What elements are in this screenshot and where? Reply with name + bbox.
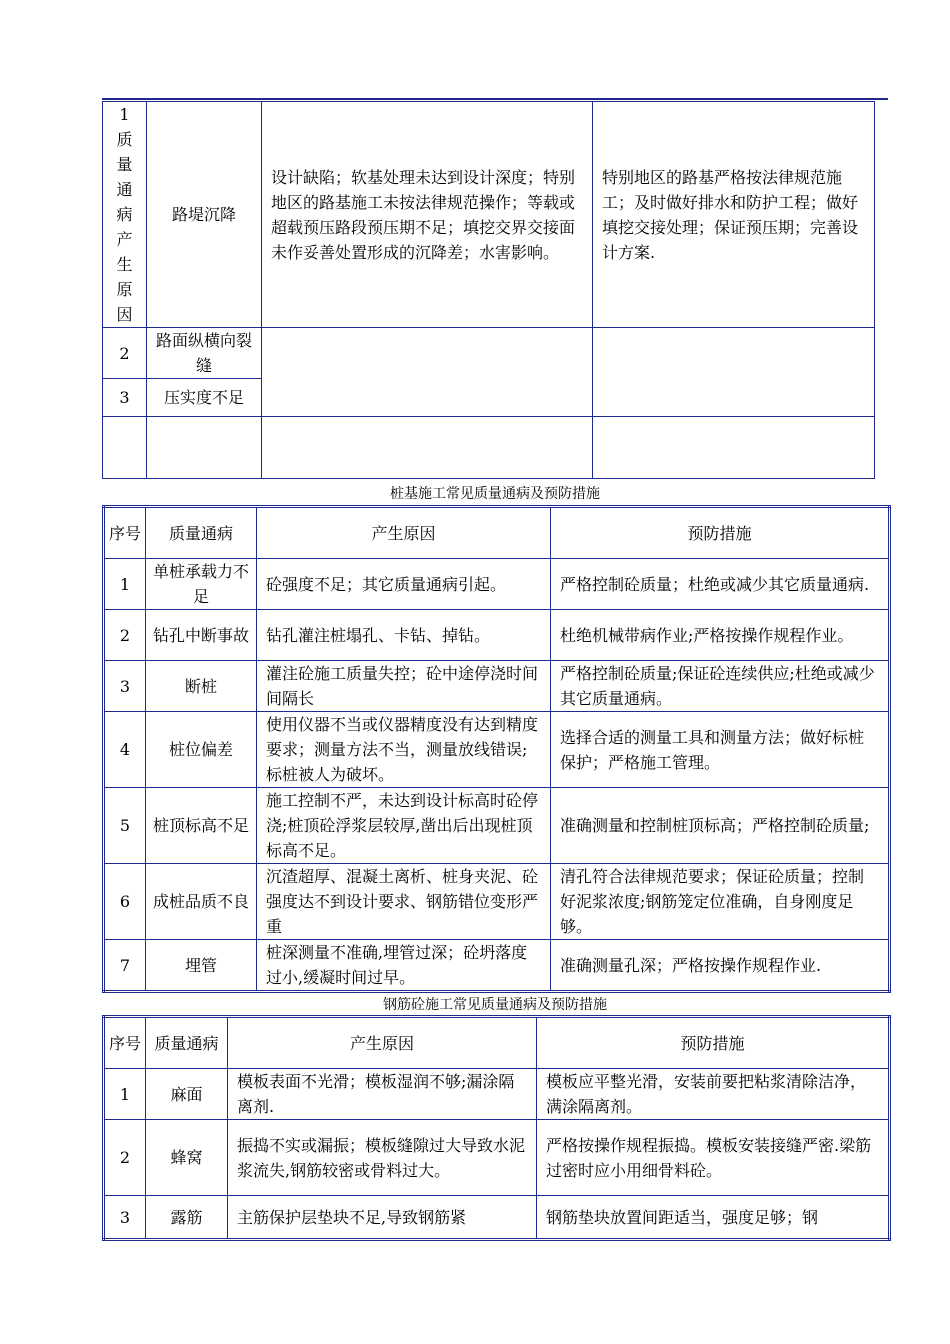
table-row bbox=[104, 1069, 890, 1120]
header-cause: 产生原因 bbox=[257, 507, 551, 559]
cause-cell: 灌注砼施工质量失控；砼中途停浇时间间隔长 bbox=[257, 661, 551, 712]
table-caption-pile: 桩基施工常见质量通病及预防措施 bbox=[390, 486, 600, 502]
top-rule bbox=[102, 98, 888, 100]
table-row bbox=[103, 417, 875, 479]
row-number: 1 bbox=[104, 1069, 146, 1120]
cause-cell bbox=[262, 328, 593, 417]
empty-cell bbox=[262, 417, 593, 479]
cause-cell: 砼强度不足；其它质量通病引起。 bbox=[257, 559, 551, 610]
cause-cell: 使用仪器不当或仪器精度没有达到精度要求；测量方法不当，测量放线错误;标桩被人为破坏。 bbox=[257, 712, 551, 788]
issue-cell: 单桩承载力不足 bbox=[146, 559, 257, 610]
cause-cell: 振捣不实或漏振；模板缝隙过大导致水泥浆流失,钢筋较密或骨料过大。 bbox=[228, 1120, 537, 1196]
issue-cell: 埋管 bbox=[146, 940, 257, 992]
row-number: 3 bbox=[104, 661, 146, 712]
table-row bbox=[104, 1120, 890, 1196]
table-row bbox=[104, 661, 890, 712]
prevention-cell: 严格按操作规程振捣。模板安装接缝严密.梁筋过密时应小用细骨料砼。 bbox=[537, 1120, 890, 1196]
header-cause: 产生原因 bbox=[228, 1017, 537, 1069]
table-row bbox=[104, 940, 890, 992]
table-row bbox=[104, 788, 890, 864]
cause-cell: 主筋保护层垫块不足,导致钢筋紧 bbox=[228, 1196, 537, 1240]
prevention-cell: 清孔符合法律规范要求；保证砼质量；控制好泥浆浓度;钢筋笼定位准确，自身刚度足够。 bbox=[551, 864, 890, 940]
table-row bbox=[104, 864, 890, 940]
table-row bbox=[103, 328, 875, 379]
row-number: 5 bbox=[104, 788, 146, 864]
table-row bbox=[104, 1196, 890, 1240]
row-number: 2 bbox=[103, 328, 147, 379]
cause-cell: 沉渣超厚、混凝土离析、桩身夹泥、砼强度达不到设计要求、钢筋错位变形严重 bbox=[257, 864, 551, 940]
header-prevention: 预防措施 bbox=[551, 507, 890, 559]
char: 病 bbox=[116, 205, 133, 224]
char: 产 bbox=[116, 230, 133, 249]
char: 质 bbox=[116, 130, 133, 149]
row-number: 4 bbox=[104, 712, 146, 788]
row-number: 2 bbox=[104, 1120, 146, 1196]
prevention-cell: 杜绝机械带病作业;严格按操作规程作业。 bbox=[551, 610, 890, 661]
issue-cell: 露筋 bbox=[146, 1196, 228, 1240]
issue-cell: 路面纵横向裂缝 bbox=[147, 328, 262, 379]
empty-cell bbox=[147, 417, 262, 479]
prevention-cell: 钢筋垫块放置间距适当，强度足够；钢 bbox=[537, 1196, 890, 1240]
cause-cell: 设计缺陷；软基处理未达到设计深度；特别地区的路基施工未按法律规范操作；等载或超载预压路段预压期不足；填挖交界交接面未作妥善处置形成的沉降差；水害影响。 bbox=[262, 102, 593, 328]
header-issue: 质量通病 bbox=[146, 1017, 228, 1069]
row-number-vertical bbox=[103, 102, 147, 328]
table-row bbox=[104, 559, 890, 610]
table-row bbox=[103, 102, 875, 328]
issue-cell: 成桩品质不良 bbox=[146, 864, 257, 940]
prevention-cell: 特别地区的路基严格按法律规范施工；及时做好排水和防护工程；做好填挖交接处理；保证预压期；完善设计方案. bbox=[593, 102, 875, 328]
row-number: 3 bbox=[103, 379, 147, 417]
char: 因 bbox=[116, 305, 133, 324]
row-number: 6 bbox=[104, 864, 146, 940]
prevention-cell: 严格控制砼质量;保证砼连续供应;杜绝或减少其它质量通病。 bbox=[551, 661, 890, 712]
issue-cell: 桩顶标高不足 bbox=[146, 788, 257, 864]
table-row bbox=[104, 610, 890, 661]
issue-cell: 麻面 bbox=[146, 1069, 228, 1120]
prevention-cell bbox=[593, 328, 875, 417]
char: 量 bbox=[116, 155, 133, 174]
row-number: 7 bbox=[104, 940, 146, 992]
cause-cell: 施工控制不严，未达到设计标高时砼停浇;桩顶砼浮浆层较厚,凿出后出现桩顶标高不足。 bbox=[257, 788, 551, 864]
prevention-cell: 严格控制砼质量；杜绝或减少其它质量通病. bbox=[551, 559, 890, 610]
char: 生 bbox=[116, 255, 133, 274]
issue-cell: 压实度不足 bbox=[147, 379, 262, 417]
prevention-cell: 准确测量和控制桩顶标高；严格控制砼质量; bbox=[551, 788, 890, 864]
header-prevention: 预防措施 bbox=[537, 1017, 890, 1069]
cause-cell: 桩深测量不准确,埋管过深；砼坍落度过小,缓凝时间过早。 bbox=[257, 940, 551, 992]
issue-cell: 断桩 bbox=[146, 661, 257, 712]
cause-cell: 钻孔灌注桩塌孔、卡钻、掉钻。 bbox=[257, 610, 551, 661]
issue-cell: 蜂窝 bbox=[146, 1120, 228, 1196]
table-header-row bbox=[104, 1017, 890, 1069]
issue-cell: 路堤沉降 bbox=[147, 102, 262, 328]
prevention-cell: 准确测量孔深；严格按操作规程作业. bbox=[551, 940, 890, 992]
char: 1 bbox=[119, 105, 130, 124]
header-no: 序号 bbox=[104, 1017, 146, 1069]
table-pile bbox=[102, 505, 891, 993]
table-header-row bbox=[104, 507, 890, 559]
row-number: 1 bbox=[104, 559, 146, 610]
issue-cell: 桩位偏差 bbox=[146, 712, 257, 788]
row-number: 3 bbox=[104, 1196, 146, 1240]
table-concrete bbox=[102, 1015, 891, 1241]
empty-cell bbox=[103, 417, 147, 479]
header-issue: 质量通病 bbox=[146, 507, 257, 559]
prevention-cell: 模板应平整光滑，安装前要把粘浆清除洁净，满涂隔离剂。 bbox=[537, 1069, 890, 1120]
row-number: 2 bbox=[104, 610, 146, 661]
char: 通 bbox=[116, 180, 133, 199]
table-roadbed bbox=[102, 101, 875, 479]
table-caption-concrete: 钢筋砼施工常见质量通病及预防措施 bbox=[383, 997, 607, 1013]
prevention-cell: 选择合适的测量工具和测量方法；做好标桩保护；严格施工管理。 bbox=[551, 712, 890, 788]
cause-cell: 模板表面不光滑；模板湿润不够;漏涂隔离剂. bbox=[228, 1069, 537, 1120]
issue-cell: 钻孔中断事故 bbox=[146, 610, 257, 661]
char: 原 bbox=[116, 280, 133, 299]
header-no: 序号 bbox=[104, 507, 146, 559]
empty-cell bbox=[593, 417, 875, 479]
table-row bbox=[104, 712, 890, 788]
